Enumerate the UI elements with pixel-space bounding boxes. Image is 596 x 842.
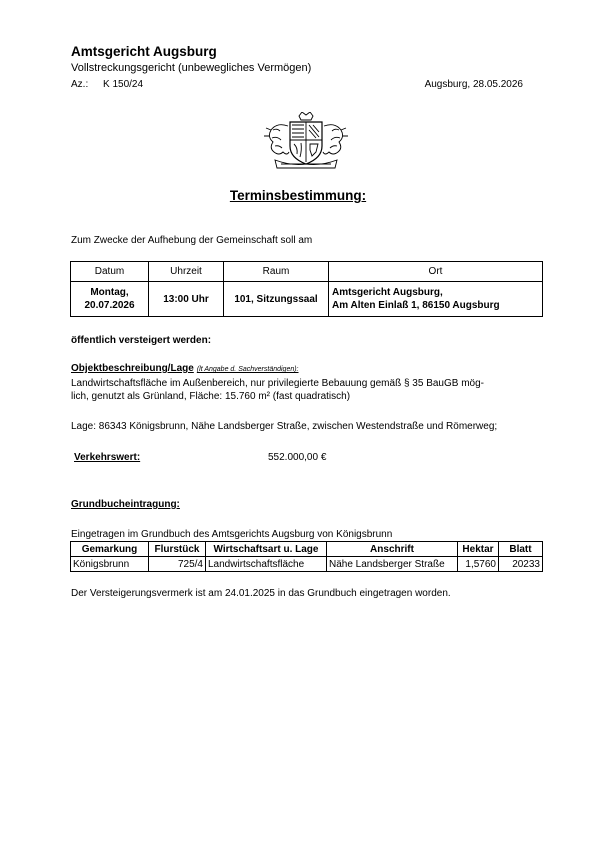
object-description-heading [71,363,299,374]
hearing-table [70,261,543,317]
hearing-date-value: 20.07.2026 [84,300,135,311]
hearing-weekday: Montag, [90,287,129,298]
col-header-blatt: Blatt [499,542,543,557]
object-description-line: lich, genutzt als Grünland, Fläche: 15.760 m² (fast quadratisch) [71,391,351,402]
col-header-ort: Ort [329,262,543,282]
col-header-gemarkung: Gemarkung [71,542,149,557]
col-header-wirtschaftsart: Wirtschaftsart u. Lage [206,542,327,557]
hearing-time: 13:00 Uhr [149,282,224,317]
case-number: K 150/24 [103,79,144,90]
hearing-table-row [71,282,543,317]
market-value-label: Verkehrswert: [74,452,141,463]
object-location: Lage: 86343 Königsbrunn, Nähe Landsberger Straße, zwischen Westendstraße und Römerweg; [71,421,498,432]
cell-wirtschaftsart: Landwirtschaftsfläche [206,557,327,572]
intro-text: Zum Zwecke der Aufhebung der Gemeinschaft soll am [71,235,313,246]
market-value: 552.000,00 € [268,452,327,463]
col-header-datum: Datum [71,262,149,282]
object-description [71,377,531,403]
land-register-intro: Eingetragen im Grundbuch des Amtsgerichts Augsburg von Königsbrunn [71,529,393,540]
col-header-flurstueck: Flurstück [149,542,206,557]
col-header-hektar: Hektar [458,542,499,557]
place-date: Augsburg, 28.05.2026 [424,79,523,90]
table-row [71,557,543,572]
hearing-location-name: Amtsgericht Augsburg, [332,287,443,298]
cell-blatt: 20233 [499,557,543,572]
hearing-table-header [71,262,543,282]
case-number-label: Az.: [71,79,89,90]
object-heading-text: Objektbeschreibung/Lage [71,363,194,374]
hearing-location-address: Am Alten Einlaß 1, 86150 Augsburg [332,300,500,311]
cell-anschrift: Nähe Landsberger Straße [327,557,458,572]
col-header-anschrift: Anschrift [327,542,458,557]
object-heading-note: (lt Angabe d. Sachverständigen): [196,366,299,373]
col-header-uhrzeit: Uhrzeit [149,262,224,282]
cell-gemarkung: Königsbrunn [71,557,149,572]
cell-flurstueck: 725/4 [149,557,206,572]
land-register-table [70,541,543,572]
cell-hektar: 1,5760 [458,557,499,572]
page-title: Terminsbestimmung: [229,188,367,203]
bavarian-coat-of-arms-icon [261,112,351,170]
hearing-date [71,282,149,317]
court-department: Vollstreckungsgericht (unbewegliches Vermögen) [71,62,312,74]
col-header-raum: Raum [224,262,329,282]
land-register-heading: Grundbucheintragung: [71,499,180,510]
object-description-line: Landwirtschaftsfläche im Außenbereich, nur privilegierte Bebauung gemäß § 35 BauGB mög- [71,378,485,389]
auction-statement: öffentlich versteigert werden: [71,335,212,346]
court-name: Amtsgericht Augsburg [71,44,217,59]
hearing-location [329,282,543,317]
hearing-room: 101, Sitzungssaal [224,282,329,317]
closing-text: Der Versteigerungsvermerk ist am 24.01.2025 in das Grundbuch eingetragen worden. [71,588,451,599]
land-register-header [71,542,543,557]
